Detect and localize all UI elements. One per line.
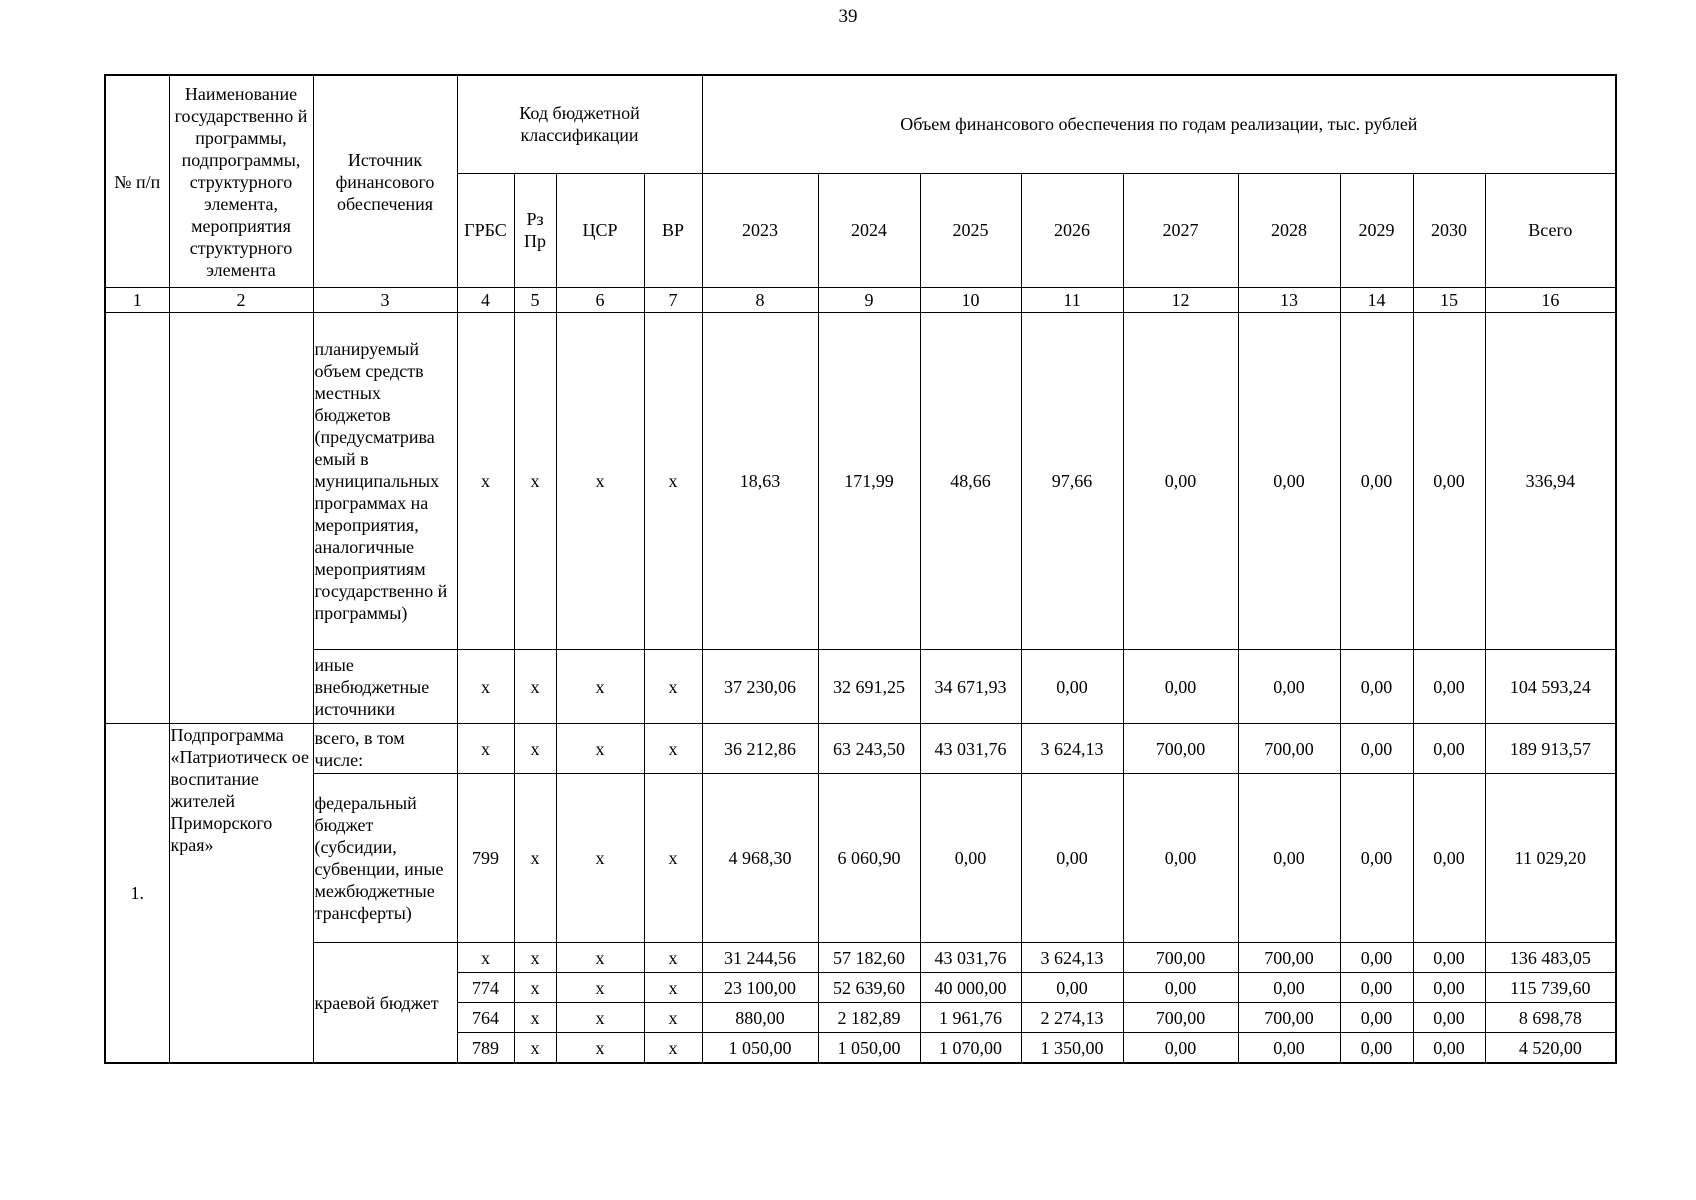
column-index: 14 (1340, 288, 1413, 313)
code-cell: х (457, 313, 514, 650)
code-cell: х (514, 313, 556, 650)
value-cell: 18,63 (702, 313, 818, 650)
header-grbs: ГРБС (457, 173, 514, 287)
value-cell: 37 230,06 (702, 650, 818, 724)
code-cell: х (644, 650, 702, 724)
value-cell: 0,00 (1413, 1033, 1485, 1063)
value-cell: 8 698,78 (1485, 1003, 1616, 1033)
column-index: 11 (1021, 288, 1123, 313)
value-cell: 700,00 (1238, 724, 1340, 773)
value-cell: 2 274,13 (1021, 1003, 1123, 1033)
code-cell: х (514, 650, 556, 724)
value-cell: 48,66 (920, 313, 1021, 650)
code-cell: х (644, 313, 702, 650)
value-cell: 0,00 (1123, 650, 1238, 724)
value-cell: 0,00 (1340, 1033, 1413, 1063)
value-cell: 43 031,76 (920, 943, 1021, 973)
header-volume-group: Объем финансового обеспечения по годам реализации, тыс. рублей (702, 75, 1616, 173)
code-cell: х (514, 724, 556, 773)
code-cell: х (556, 973, 644, 1003)
value-cell: 0,00 (1413, 1003, 1485, 1033)
value-cell: 0,00 (920, 773, 1021, 943)
column-index: 9 (818, 288, 920, 313)
value-cell: 0,00 (1238, 1033, 1340, 1063)
financing-table (104, 74, 1617, 1064)
header-csr: ЦСР (556, 173, 644, 287)
value-cell: 6 060,90 (818, 773, 920, 943)
value-cell: 36 212,86 (702, 724, 818, 773)
value-cell: 700,00 (1238, 1003, 1340, 1033)
code-cell: х (514, 773, 556, 943)
header-source: Источник финансового обеспечения (313, 75, 457, 288)
code-cell: х (514, 1033, 556, 1063)
table-row (105, 313, 1616, 650)
value-cell: 115 739,60 (1485, 973, 1616, 1003)
value-cell: 700,00 (1123, 1003, 1238, 1033)
code-cell: х (556, 943, 644, 973)
empty-cell (169, 313, 313, 724)
value-cell: 0,00 (1340, 724, 1413, 773)
header-code-group: Код бюджетной классификации (457, 75, 702, 173)
value-cell: 0,00 (1123, 773, 1238, 943)
code-cell: х (556, 724, 644, 773)
column-index: 4 (457, 288, 514, 313)
code-cell: х (556, 1003, 644, 1033)
value-cell: 52 639,60 (818, 973, 920, 1003)
header-vr: ВР (644, 173, 702, 287)
header-year: 2026 (1021, 173, 1123, 287)
value-cell: 4 520,00 (1485, 1033, 1616, 1063)
source-cell: планируемый объем средств местных бюджетов (предусматрива емый в муниципальных программах на мероприятия, аналогичные мероприятиям государственно й программы) (313, 313, 457, 650)
value-cell: 0,00 (1340, 313, 1413, 650)
value-cell: 700,00 (1238, 943, 1340, 973)
column-index: 5 (514, 288, 556, 313)
value-cell: 0,00 (1340, 1003, 1413, 1033)
header-name: Наименование государственно й программы, подпрограммы, структурного элемента, мероприятия структурного элемента (169, 75, 313, 288)
source-cell: федеральный бюджет (субсидии, субвенции, иные межбюджетные трансферты) (313, 773, 457, 943)
value-cell: 43 031,76 (920, 724, 1021, 773)
code-cell: х (556, 313, 644, 650)
value-cell: 23 100,00 (702, 973, 818, 1003)
value-cell: 0,00 (1238, 973, 1340, 1003)
code-cell: х (644, 943, 702, 973)
code-cell: 799 (457, 773, 514, 943)
value-cell: 0,00 (1413, 724, 1485, 773)
value-cell: 0,00 (1340, 650, 1413, 724)
table-row (105, 773, 1616, 943)
source-cell: краевой бюджет (313, 943, 457, 1063)
value-cell: 0,00 (1413, 973, 1485, 1003)
code-cell: х (514, 943, 556, 973)
value-cell: 40 000,00 (920, 973, 1021, 1003)
header-num: № п/п (105, 75, 169, 288)
code-cell: х (514, 1003, 556, 1033)
value-cell: 0,00 (1340, 773, 1413, 943)
value-cell: 0,00 (1413, 313, 1485, 650)
header-year: 2027 (1123, 173, 1238, 287)
header-total: Всего (1485, 173, 1616, 287)
value-cell: 1 050,00 (818, 1033, 920, 1063)
column-index: 12 (1123, 288, 1238, 313)
value-cell: 3 624,13 (1021, 724, 1123, 773)
column-index: 7 (644, 288, 702, 313)
code-cell: 774 (457, 973, 514, 1003)
value-cell: 0,00 (1340, 973, 1413, 1003)
source-cell: иные внебюджетные источники (313, 650, 457, 724)
header-year: 2030 (1413, 173, 1485, 287)
header-year: 2028 (1238, 173, 1340, 287)
page-number: 39 (838, 6, 858, 27)
value-cell: 880,00 (702, 1003, 818, 1033)
table-row (105, 650, 1616, 724)
column-index: 2 (169, 288, 313, 313)
value-cell: 136 483,05 (1485, 943, 1616, 973)
column-index: 3 (313, 288, 457, 313)
value-cell: 0,00 (1021, 650, 1123, 724)
code-cell: х (644, 724, 702, 773)
value-cell: 2 182,89 (818, 1003, 920, 1033)
value-cell: 0,00 (1123, 973, 1238, 1003)
column-index: 10 (920, 288, 1021, 313)
value-cell: 1 961,76 (920, 1003, 1021, 1033)
row-number: 1. (105, 724, 169, 1063)
value-cell: 104 593,24 (1485, 650, 1616, 724)
code-cell: х (644, 1003, 702, 1033)
value-cell: 11 029,20 (1485, 773, 1616, 943)
code-cell: х (457, 650, 514, 724)
value-cell: 0,00 (1021, 973, 1123, 1003)
code-cell: х (644, 973, 702, 1003)
column-index: 16 (1485, 288, 1616, 313)
code-cell: х (457, 943, 514, 973)
column-index: 6 (556, 288, 644, 313)
header-year: 2024 (818, 173, 920, 287)
column-index: 1 (105, 288, 169, 313)
code-cell: 764 (457, 1003, 514, 1033)
source-cell: всего, в том числе: (313, 724, 457, 773)
table-row (105, 943, 1616, 973)
value-cell: 700,00 (1123, 724, 1238, 773)
column-index: 15 (1413, 288, 1485, 313)
value-cell: 189 913,57 (1485, 724, 1616, 773)
value-cell: 171,99 (818, 313, 920, 650)
value-cell: 0,00 (1238, 650, 1340, 724)
code-cell: х (556, 1033, 644, 1063)
value-cell: 0,00 (1238, 773, 1340, 943)
empty-cell (105, 313, 169, 724)
value-cell: 1 350,00 (1021, 1033, 1123, 1063)
value-cell: 32 691,25 (818, 650, 920, 724)
code-cell: х (556, 773, 644, 943)
value-cell: 4 968,30 (702, 773, 818, 943)
code-cell: х (457, 724, 514, 773)
header-rzpr: Рз Пр (514, 173, 556, 287)
code-cell: х (644, 1033, 702, 1063)
column-index: 13 (1238, 288, 1340, 313)
value-cell: 0,00 (1123, 1033, 1238, 1063)
value-cell: 0,00 (1340, 943, 1413, 973)
value-cell: 336,94 (1485, 313, 1616, 650)
value-cell: 700,00 (1123, 943, 1238, 973)
value-cell: 0,00 (1021, 773, 1123, 943)
value-cell: 0,00 (1238, 313, 1340, 650)
value-cell: 0,00 (1413, 773, 1485, 943)
value-cell: 0,00 (1413, 943, 1485, 973)
header-year: 2023 (702, 173, 818, 287)
code-cell: х (644, 773, 702, 943)
value-cell: 0,00 (1413, 650, 1485, 724)
header-year: 2029 (1340, 173, 1413, 287)
code-cell: 789 (457, 1033, 514, 1063)
code-cell: х (556, 650, 644, 724)
value-cell: 34 671,93 (920, 650, 1021, 724)
column-index: 8 (702, 288, 818, 313)
subprogram-name: Подпрограмма «Патриотическ ое воспитание жителей Приморского края» (169, 724, 313, 1063)
value-cell: 3 624,13 (1021, 943, 1123, 973)
value-cell: 1 050,00 (702, 1033, 818, 1063)
value-cell: 31 244,56 (702, 943, 818, 973)
code-cell: х (514, 973, 556, 1003)
header-year: 2025 (920, 173, 1021, 287)
value-cell: 97,66 (1021, 313, 1123, 650)
value-cell: 57 182,60 (818, 943, 920, 973)
value-cell: 0,00 (1123, 313, 1238, 650)
value-cell: 63 243,50 (818, 724, 920, 773)
value-cell: 1 070,00 (920, 1033, 1021, 1063)
table-row (105, 724, 1616, 773)
